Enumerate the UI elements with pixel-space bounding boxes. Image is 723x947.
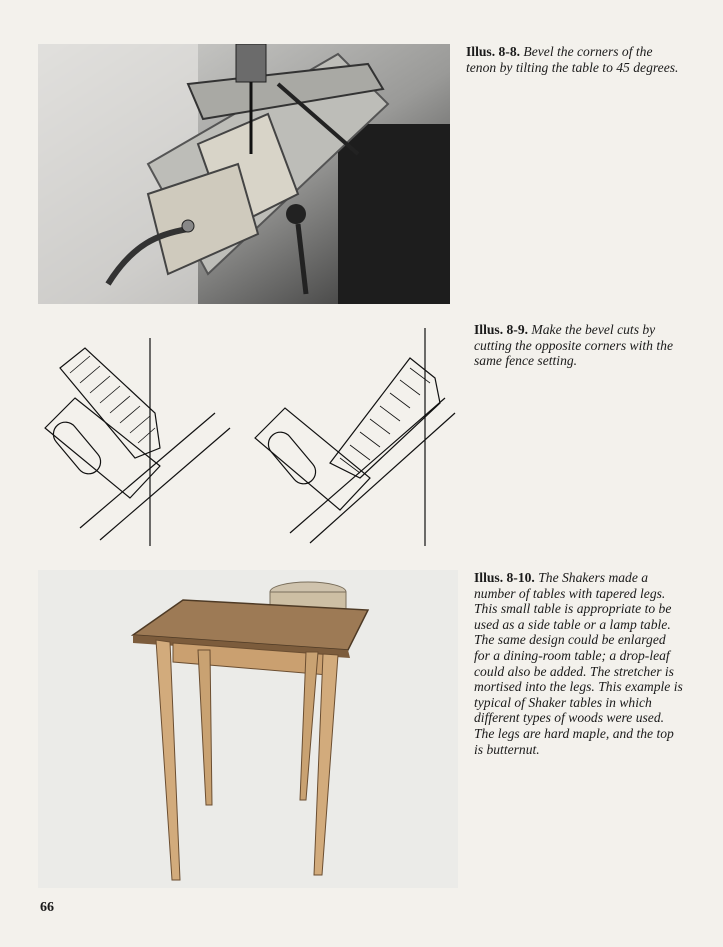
bevel-cut-diagram — [40, 328, 460, 550]
figure-text-8-8: Bevel the corners of the tenon by tilting the table to 45 degrees. — [466, 44, 679, 75]
page-number: 66 — [40, 900, 54, 915]
figure-label-8-8: Illus. 8-8. — [466, 44, 521, 59]
bandsaw-photo — [38, 44, 450, 304]
figure-caption-8-8 — [466, 44, 681, 75]
diagram-left — [45, 338, 230, 546]
figure-caption-8-10 — [474, 570, 684, 757]
bandsaw-illustration — [38, 44, 450, 304]
figure-text-8-9: Make the bevel cuts by cutting the opposite corners with the same fence setting. — [474, 322, 673, 369]
figure-label-8-10: Illus. 8-10. — [474, 570, 535, 585]
shaker-table-photo — [38, 570, 458, 888]
figure-label-8-9: Illus. 8-9. — [474, 322, 529, 337]
diagram-right — [255, 328, 455, 546]
figure-text-8-10: The Shakers made a number of tables with tapered legs. This small table is appropriate to be used as a side table or a lamp table. The same design could be enlarged for a dining-room table; a drop-leaf could also be added. The stretcher is mortised into the legs. This example is typical of Shaker tables in which different types of woods were used. The legs are hard maple, and the top is butternut. — [474, 570, 683, 757]
figure-caption-8-9 — [474, 322, 674, 369]
